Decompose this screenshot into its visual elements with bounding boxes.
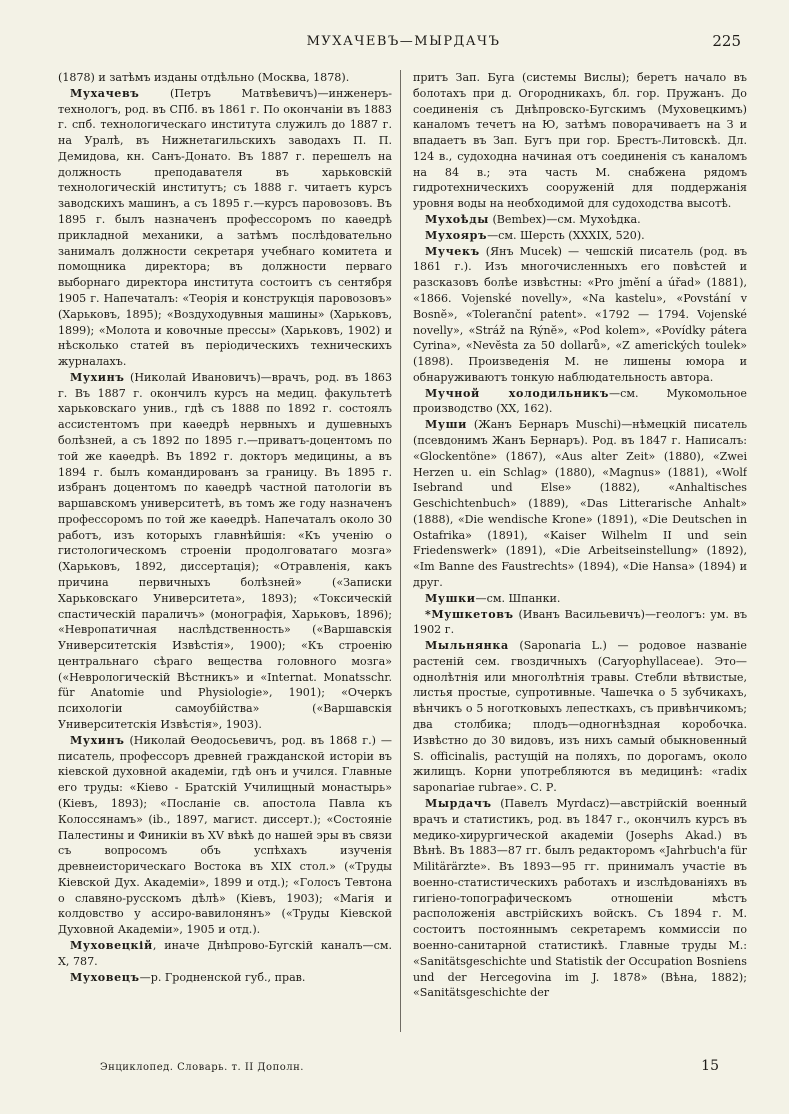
entry-headword: Мухинъ [70, 370, 125, 384]
entry-paragraph [58, 733, 392, 938]
entry-headword: Муховецкій [70, 938, 153, 952]
entry-text: (Жанъ Бернаръ Muschi)—нѣмецкій писатель (псевдонимъ Жанъ Бернаръ). Род. въ 1847 г. Написалъ: «Glockentöne» (1867), «Aus alter Zeit» (1880), «Zwei Herzen u. ein Schlag» (1880), «Magnus» (1881), «Wolf Isebrand und Else» (1882), «Anhaltisches Geschichtenbuch» (1889), «Das Litterarische Anhalt» (1888), «Die wendische Krone» (1891), «Die Deutschen in Ostafrika» (1891), «Kaiser Wilhelm II und sein Friedenswerk» (1891), «Die Arbeitseinstellung» (1892), «Im Banne des Faustrechts» (1894), «Die Hansa» (1894) и друг. [413, 418, 747, 589]
text-columns [58, 70, 749, 1032]
entry-headword: Мыльнянка [425, 639, 509, 653]
entry-text: (1878) и затѣмъ изданы отдѣльно (Москва, 1878). [58, 71, 350, 84]
entry-paragraph [413, 607, 747, 639]
entry-text: —см. Мукомольное производство (XX, 162). [413, 386, 747, 416]
entry-paragraph [413, 228, 747, 244]
entry-paragraph [58, 86, 392, 370]
column-divider [400, 70, 401, 1032]
entry-headword: Мучной холодильникъ [425, 386, 610, 400]
entry-text: (Янъ Mucek) — чешскій писатель (род. въ 1861 г.). Изъ многочисленныхъ его повѣстей и разсказовъ болѣе извѣстны: «Pro jmĕní a úřad» (1881), «1866. Vojenské novelly», «Na kastelu», «Povstání v Bosnĕ», «Toleranční patent». «1792 — 1794. Vojenské novelly», «Stráž na Rýnĕ», «Pod kolem», «Povídky pátera Cyrina», «Nevĕsta za 50 dollarů», «Z amerických toulek» (1898). Произведенія М. не лишены юмора и обнаруживаютъ тонкую наблюдательность автора. [413, 244, 747, 384]
left-column [58, 70, 400, 1032]
entry-headword: Мухояръ [425, 228, 488, 242]
entry-text: (Петръ Матвѣевичъ)—инженеръ-технологъ, род. въ СПб. въ 1861 г. По окончаніи въ 1883 г. спб. технологическаго института служилъ до 1887 г. на Уралѣ, въ Нижнетагильскихъ заводахъ П. П. Демидова, кн. Санъ-Донато. Въ 1887 г. перешелъ на должность преподавателя въ харьковскій технологическій институтъ; съ 1888 г. читаетъ курсъ заводскихъ машинъ, а съ 1895 г.—курсъ паровозовъ. Въ 1895 г. былъ назначенъ профессоромъ по каѳедрѣ прикладной механики, а затѣмъ послѣдовательно занималъ должности секретаря учебнаго комитета и помощника директора; въ должности перваго выборнаго директора института состоитъ съ сентября 1905 г. Напечаталъ: «Теорія и конструкція паровозовъ» (Харьковъ, 1895); «Воздуходувныя машины» (Харьковъ, 1899); «Молота и ковочные прессы» (Харьковъ, 1902) и нѣсколько статей въ періодическихъ техническихъ журналахъ. [58, 86, 392, 369]
running-title: МУХАЧЕВЪ—МЫРДАЧЪ [306, 34, 501, 49]
entry-text: , иначе Днѣпрово-Бугскій каналъ—см. X, 787. [58, 938, 392, 968]
entry-paragraph [58, 370, 392, 733]
entry-headword: Мухачевъ [70, 86, 140, 100]
entry-text: притъ Зап. Буга (системы Вислы); беретъ начало въ болотахъ при д. Огородникахъ, бл. гор. Пружанъ. До соединенія съ Днѣпровско-Бугскимъ (Муховецкимъ) каналомъ течетъ на Ю, затѣмъ поворачиваетъ на З и впадаетъ въ Зап. Бугъ при гор. Брестъ-Литовскѣ. Дл. 124 в., судоходна начиная отъ соединенія съ каналомъ на 84 в.; эта часть М. снабжена рядомъ гидротехническихъ сооруженій для поддержанія уровня воды на необходимой для судоходства высотѣ. [413, 71, 747, 211]
entry-text: (Николай Ивановичъ)—врачъ, род. въ 1863 г. Въ 1887 г. окончилъ курсъ на медиц. факультетѣ харьковскаго унив., гдѣ съ 1888 по 1892 г. состоялъ ассистентомъ при каѳедрѣ нервныхъ и душевныхъ болѣзней, а съ 1892 по 1895 г.—приватъ-доцентомъ по той же каѳедрѣ. Въ 1892 г. докторъ медицины, а въ 1894 г. былъ командированъ за границу. Въ 1895 г. избранъ доцентомъ по каѳедрѣ частной патологіи въ варшавскомъ университетѣ, въ томъ же году назначенъ профессоромъ по той же каѳедрѣ. Напечаталъ около 30 работъ, изъ которыхъ главнѣйшія: «Къ ученію о гистологическомъ строеніи продолговатаго мозга» (Харьковъ, 1892, диссертація); «Отравленія, какъ причина первичныхъ болѣзней» («Записки Харьковскаго Университета», 1893); «Токсическій спастическій параличъ» (монографія, Харьковъ, 1896); «Невропатичная наслѣдственность» («Варшавскія Университетскія Извѣстія», 1900); «Къ строенію центральнаго сѣраго вещества головного мозга» («Неврологическій Вѣстникъ» и «Internat. Monatsschr. für Anatomie und Physiologie», 1901); «Очеркъ психологіи самоубійства» («Варшавскія Университетскія Извѣстія», 1903). [58, 370, 392, 732]
entry-paragraph [58, 70, 392, 86]
entry-headword: Мучекъ [425, 244, 480, 258]
entry-text: (Bembex)—см. Мухоѣдка. [488, 213, 641, 227]
entry-paragraph [413, 638, 747, 796]
entry-paragraph [413, 212, 747, 228]
entry-paragraph [413, 70, 747, 212]
entry-paragraph [413, 244, 747, 386]
entry-headword: *Мушкетовъ [425, 607, 514, 621]
entry-text: (Павелъ Myrdacz)—австрійскій военный врачъ и статистикъ, род. въ 1847 г., окончилъ курсъ въ медико-хирургической академіи (Josephs Akad.) въ Вѣнѣ. Въ 1883—87 гг. былъ редакторомъ «Jahrbuch'a für Militärärzte». Въ 1893—95 гг. принималъ участіе въ военно-статистическихъ работахъ и изслѣдованіяхъ въ гигіено-топографическомъ отношеніи мѣстъ расположенія австрійскихъ войскъ. Съ 1894 г. М. состоитъ постояннымъ секретаремъ коммиссіи по военно-санитарной статистикѣ. Главные труды М.: «Sanitätsgeschichte und Statistik der Occupation Bosniens und der Hercegovina im J. 1878» (Вѣна, 1882); «Sanitätsgeschichte der [413, 796, 747, 1000]
entry-headword: Мушки [425, 591, 476, 605]
page-footer [100, 1058, 719, 1074]
entry-paragraph [413, 386, 747, 418]
entry-text: —см. Шерсть (XXXIX, 520). [487, 228, 645, 242]
right-column [407, 70, 747, 1032]
signature-line: Энциклопед. Словарь. т. II Дополн. [100, 1062, 304, 1073]
entry-paragraph [413, 591, 747, 607]
entry-paragraph [58, 970, 392, 986]
entry-paragraph [413, 417, 747, 591]
entry-text: —см. Шпанки. [475, 591, 561, 605]
entry-headword: Муховецъ [70, 970, 140, 984]
sheet-number: 15 [701, 1058, 719, 1074]
entry-headword: Мухоѣды [425, 213, 489, 227]
entry-headword: Мырдачъ [425, 796, 492, 810]
entry-text: —р. Гродненской губ., прав. [139, 970, 306, 984]
entry-text: (Saponaria L.) — родовое названіе растеній сем. гвоздичныхъ (Caryophyllaceae). Это—однолѣтнія или многолѣтнія травы. Стебли вѣтвистые, листья простые, супротивные. Чашечка о 5 зубчикахъ, вѣнчикъ о 5 ноготковыхъ лепесткахъ, съ привѣнчикомъ; два столбика; плодъ—одногнѣздная коробочка. Извѣстно до 30 видовъ, изъ нихъ самый обыкновенный S. officinalis, растущій на поляхъ, по дорогамъ, около жилищъ. Корни употребляются въ медицинѣ: «radix saponariae rubrae». С. Р. [413, 639, 747, 795]
entry-paragraph [58, 938, 392, 970]
entry-text: (Иванъ Васильевичъ)—геологъ: ум. въ 1902 г. [413, 607, 747, 637]
entry-text: (Николай Ѳеодосьевичъ, род. въ 1868 г.) — писатель, профессоръ древней гражданской исторіи въ кіевской духовной академіи, гдѣ онъ и учился. Главные его труды: «Кіево - Братскій Училищный монастырь» (Кіевъ, 1893); «Посланіе св. апостола Павла къ Колоссянамъ» (ib., 1897, магист. диссерт.); «Состояніе Палестины и Финикіи въ XV вѣкѣ до нашей эры въ связи съ вопросомъ объ успѣхахъ изученія древнеисторическаго Востока въ XIX стол.» («Труды Кіевской Дух. Академіи», 1899 и отд.); «Голосъ Тевтона о славяно-русскомъ дѣлѣ» (Кіевъ, 1903); «Магія и колдовство у ассиро-вавилонянъ» («Труды Кіевской Духовной Академіи», 1905 и отд.). [58, 733, 392, 937]
entry-paragraph [413, 796, 747, 1001]
entry-headword: Муши [425, 418, 467, 432]
running-head [58, 34, 749, 60]
page-number: 225 [712, 32, 741, 50]
entry-headword: Мухинъ [70, 733, 125, 747]
